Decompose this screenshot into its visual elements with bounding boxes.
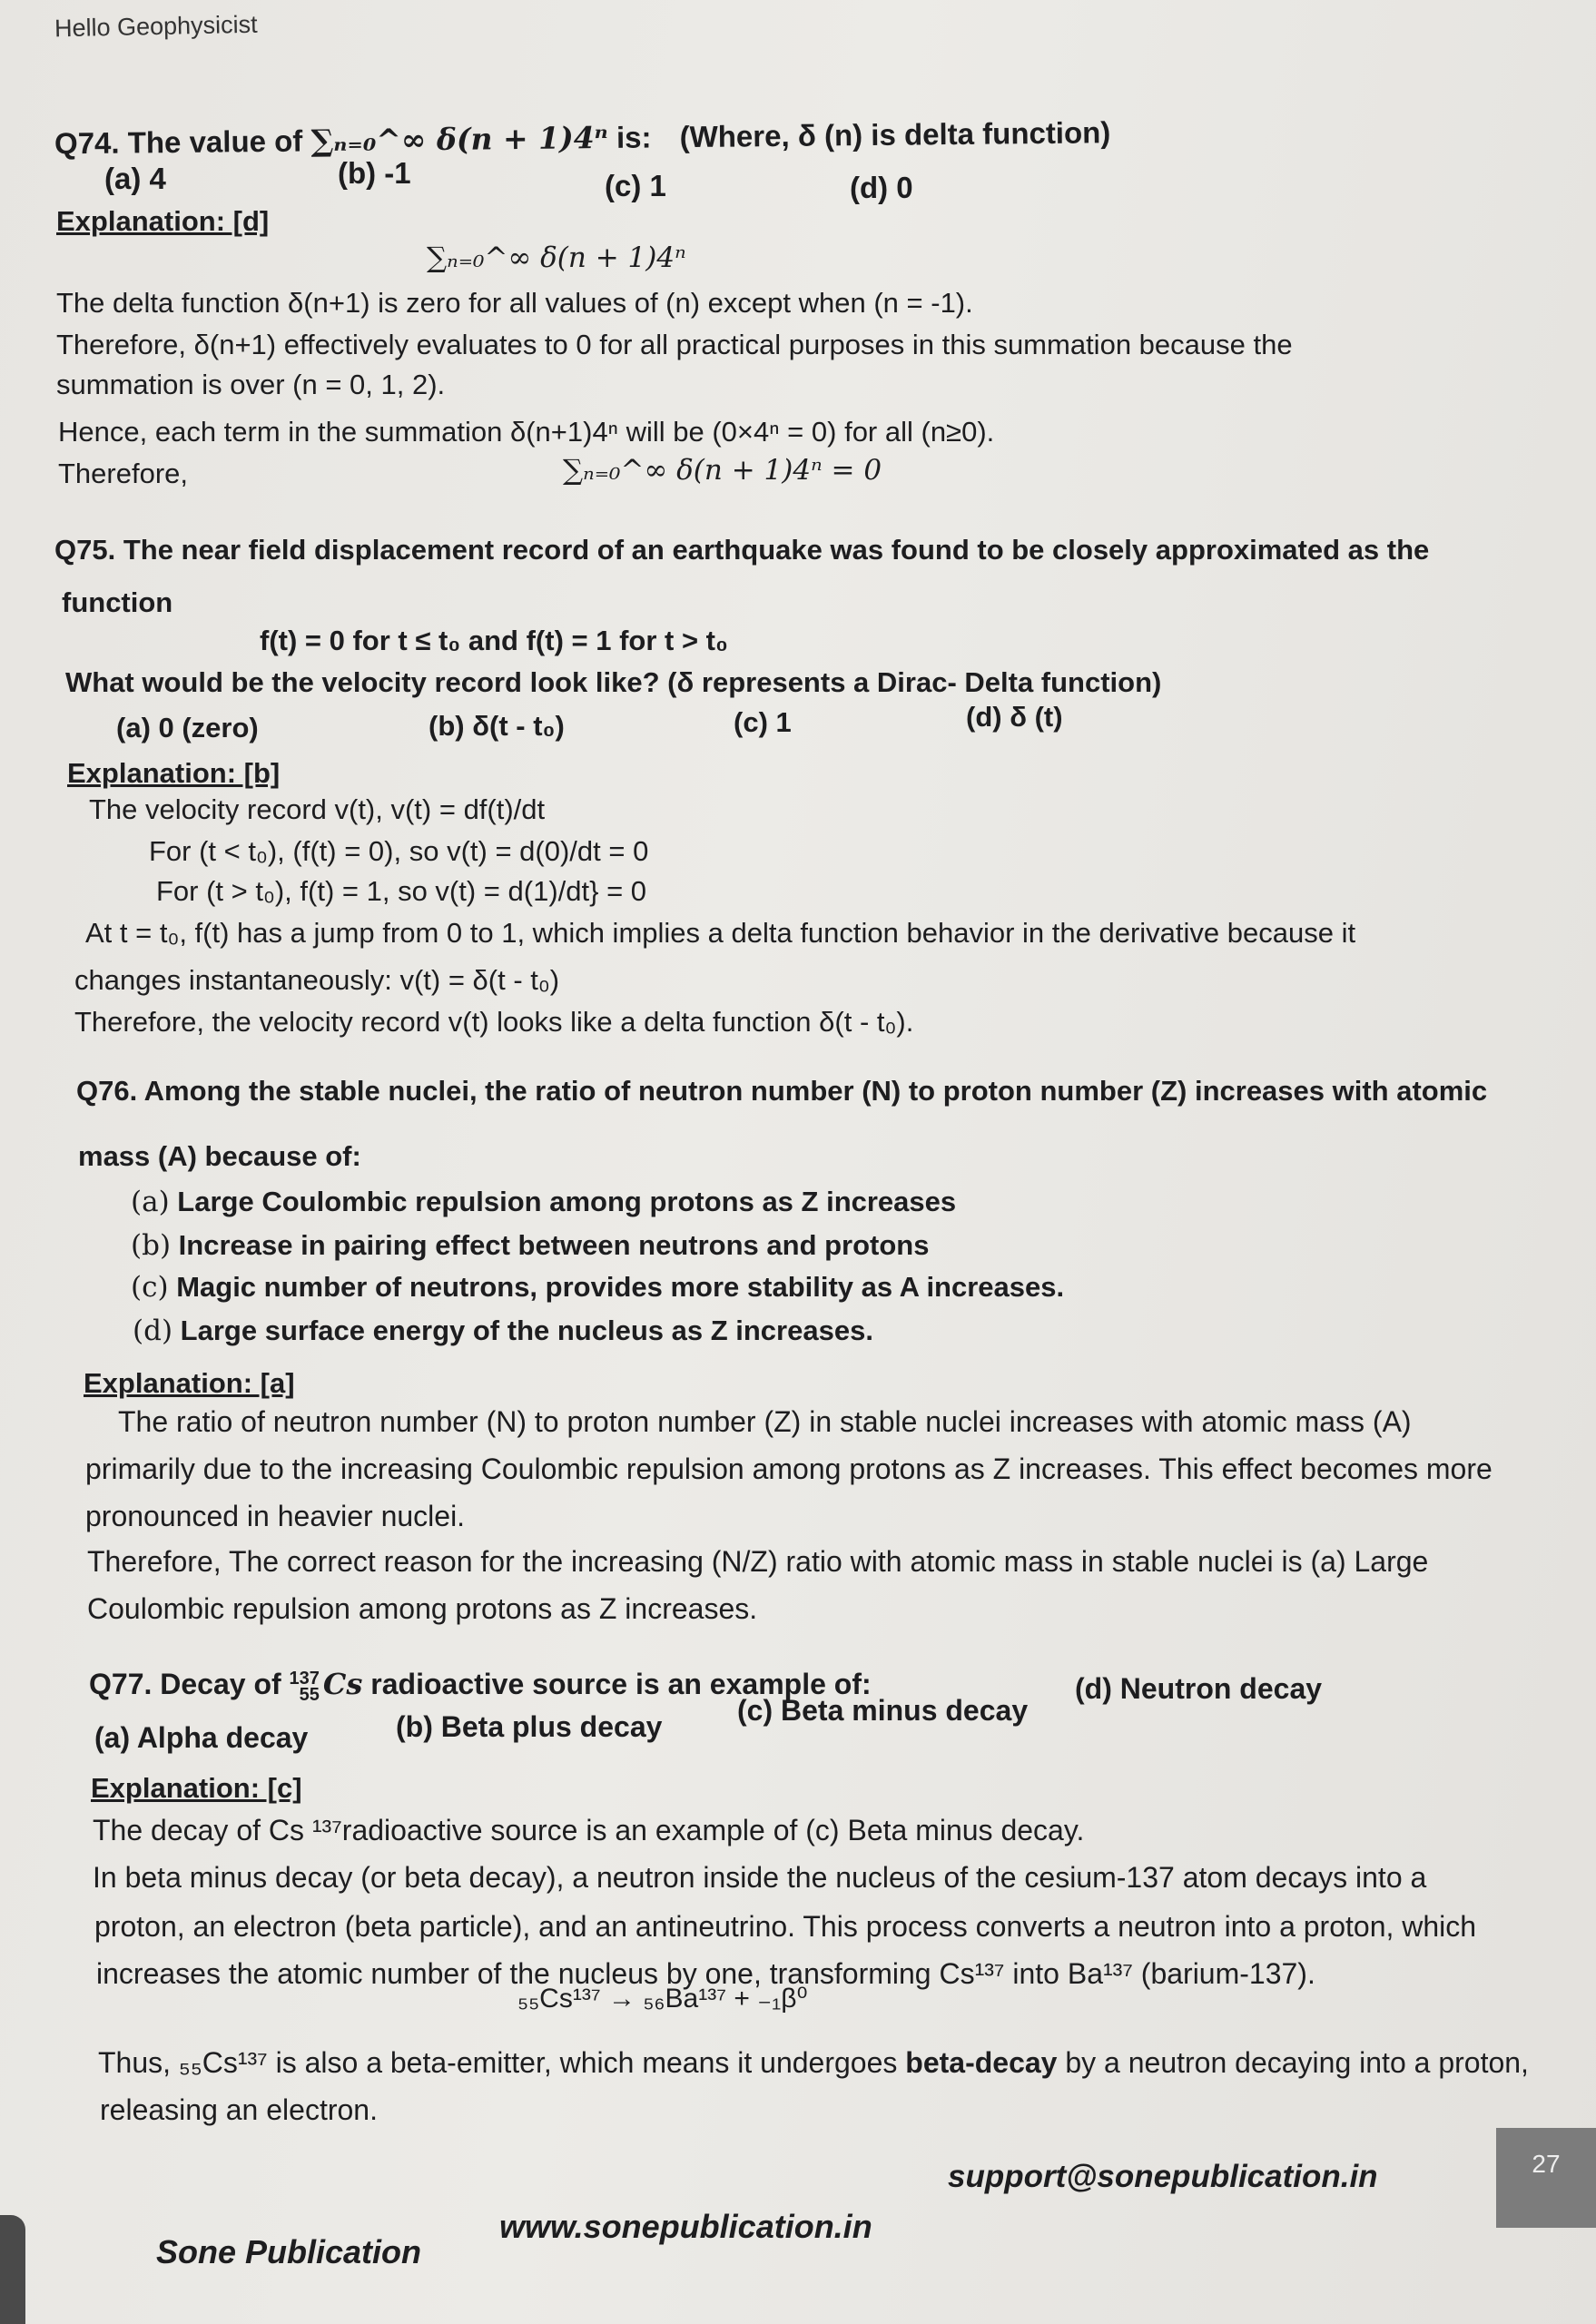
q77-nuclide-indices: 137 55 [289,1668,320,1705]
q76-line-4: Therefore, The correct reason for the increasing (N/Z) ratio with atomic mass in stable nuclei is (a) Large [87,1545,1429,1578]
q74-therefore: Therefore, [58,458,189,489]
q76-line-3: pronounced in heavier nuclei. [85,1500,466,1532]
q77-line-5: Thus, ₅₅Cs¹³⁷ is also a beta-emitter, which means it undergoes beta-decay by a neutron decaying into a proton, [98,2046,1529,2079]
q77-nuclide-symbol: Cs [322,1667,363,1701]
q74-question-prefix: Q74. The value of [54,123,311,161]
q74-option-b: (b) -1 [338,156,411,190]
q75-question-line-1: Q75. The near field displacement record of an earthquake was found to be closely approximated as the [54,534,1430,566]
q77-decay-equation: ₅₅Cs¹³⁷ → ₅₆Ba¹³⁷ + ₋₁β⁰ [517,1984,808,2014]
q77-question-prefix: Q77. Decay of [89,1668,290,1700]
q77-line-4: increases the atomic number of the nucleus by one, transforming Cs¹³⁷ into Ba¹³⁷ (barium-137). [96,1957,1315,1990]
q74-note: (Where, δ (n) is delta function) [679,115,1111,154]
q75-line-1: The velocity record v(t), v(t) = df(t)/dt [89,793,546,825]
q77-option-b: (b) Beta plus decay [396,1710,663,1743]
q74-line-3: summation is over (n = 0, 1, 2). [56,369,446,400]
footer-email: support@sonepublication.in [948,2159,1378,2194]
q77-line-3: proton, an electron (beta particle), and an antineutrino. This process converts a neutron into a proton, which [94,1910,1477,1943]
q74-center-expression: ∑ₙ₌₀^∞ δ(n + 1)4ⁿ [427,241,686,274]
footer-publisher: Sone Publication [156,2233,422,2270]
q76-line-1: The ratio of neutron number (N) to proton number (Z) in stable nuclei increases with atomic mass (A) [118,1405,1412,1438]
q76-option-c: (c) Magic number of neutrons, provides more stability as A increases. [131,1271,1065,1304]
page-header: Hello Geophysicist [54,10,258,43]
q77-option-c: (c) Beta minus decay [737,1694,1029,1727]
q77-option-d: (d) Neutron decay [1075,1672,1323,1705]
q76-question-line-1: Q76. Among the stable nuclei, the ratio of neutron number (N) to proton number (Z) increases with atomic [76,1075,1488,1107]
q75-line-4: At t = t₀, f(t) has a jump from 0 to 1, which implies a delta function behavior in the derivative because it [85,917,1356,949]
q75-option-c: (c) 1 [734,706,792,738]
q74-final-expression: ∑ₙ₌₀^∞ δ(n + 1)4ⁿ = 0 [563,454,882,487]
q74-expression: ∑ₙ₌₀^∞ δ(n + 1)4ⁿ [310,119,608,159]
q77-option-a: (a) Alpha decay [94,1721,309,1754]
q76-line-2: primarily due to the increasing Coulombic repulsion among protons as Z increases. This effect becomes more [85,1452,1493,1485]
q75-line-3: For (t > t₀), f(t) = 1, so v(t) = d(1)/dt} = 0 [156,875,647,907]
page-edge-shadow [0,2215,25,2324]
q75-question-line-3: What would be the velocity record look like? (δ represents a Dirac- Delta function) [65,666,1162,698]
q75-option-d: (d) δ (t) [966,701,1063,733]
q75-option-b: (b) δ(t - t₀) [429,710,565,742]
q75-line-5: changes instantaneously: v(t) = δ(t - t₀) [74,964,560,996]
q74-question-suffix: is: [607,120,652,154]
q74-option-d: (d) 0 [850,171,913,204]
q77-line-6: releasing an electron. [100,2093,378,2126]
q75-line-2: For (t < t₀), (f(t) = 0), so v(t) = d(0)/dt = 0 [149,835,649,867]
q74-option-c: (c) 1 [605,169,666,202]
q74-line-2: Therefore, δ(n+1) effectively evaluates to 0 for all practical purposes in this summation because the [56,329,1293,360]
q75-explanation-label: Explanation: [b] [67,757,281,789]
q76-line-5: Coulombic repulsion among protons as Z increases. [87,1592,758,1625]
q75-line-6: Therefore, the velocity record v(t) looks like a delta function δ(t - t₀). [74,1006,914,1038]
q74-explanation-label: Explanation: [d] [56,205,270,237]
q76-option-a: (a) Large Coulombic repulsion among protons as Z increases [131,1186,957,1218]
q74-line-4: Hence, each term in the summation δ(n+1)4ⁿ will be (0×4ⁿ = 0) for all (n≥0). [58,416,995,448]
q76-option-b: (b) Increase in pairing effect between neutrons and protons [131,1229,930,1262]
q77-explanation-label: Explanation: [c] [91,1772,302,1804]
q74-question [54,111,1507,162]
q76-option-d: (d) Large surface energy of the nucleus as Z increases. [133,1315,873,1347]
q74-line-1: The delta function δ(n+1) is zero for all values of (n) except when (n = -1). [56,287,973,319]
q77-line-2: In beta minus decay (or beta decay), a neutron inside the nucleus of the cesium-137 atom decays into a [93,1861,1427,1894]
footer-website: www.sonepublication.in [499,2208,872,2245]
q76-question-line-2: mass (A) because of: [78,1140,361,1172]
q75-option-a: (a) 0 (zero) [116,712,259,743]
q74-option-a: (a) 4 [104,162,166,195]
q77-question-suffix: radioactive source is an example of: [362,1668,872,1700]
q77-line-1: The decay of Cs ¹³⁷radioactive source is an example of (c) Beta minus decay. [93,1814,1085,1846]
q75-question-line-2: function [62,586,173,618]
q76-explanation-label: Explanation: [a] [84,1367,295,1399]
q75-function-definition: f(t) = 0 for t ≤ t₀ and f(t) = 1 for t > t₀ [260,625,728,656]
page-number: 27 [1496,2128,1596,2228]
